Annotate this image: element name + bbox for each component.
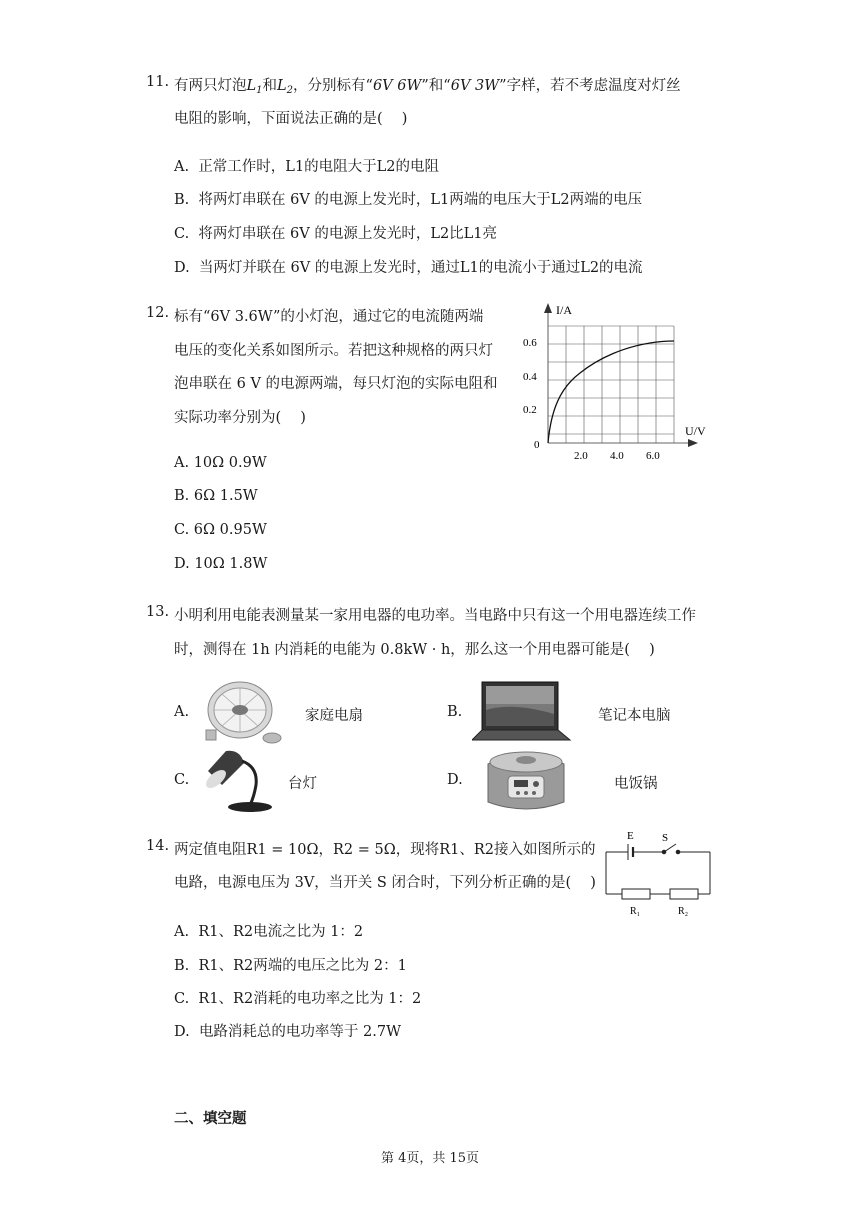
x-tick-label: 2.0 (574, 450, 588, 462)
question-14-stem-line2: 电路，电源电压为 3V，当开关 S 闭合时，下列分析正确的是( ) (174, 875, 596, 891)
r2-label: R₂ (678, 906, 689, 917)
question-number: 14. (146, 838, 170, 854)
stem-text: ，分别标有“ (293, 78, 373, 94)
option-text: R1、R2两端的电压之比为 2：1 (198, 958, 407, 974)
question-13-stem-line2: 时，测得在 1h 内消耗的电能为 0.8kW · h，那么这一个用电器可能是( ) (174, 642, 655, 658)
iu-graph (520, 295, 720, 469)
fan-icon (202, 680, 282, 750)
question-12-stem-line4: 实际功率分别为( ) (174, 410, 306, 426)
battery-label: E (627, 830, 634, 842)
option-label: B. (174, 488, 190, 504)
option-c[interactable] (174, 522, 267, 538)
question-number: 12. (146, 305, 170, 321)
question-12-stem-line3: 泡串联在 6 V 的电源两端，每只灯泡的实际电阻和 (174, 376, 498, 392)
option-a[interactable] (174, 155, 439, 176)
option-label: D. (447, 772, 463, 788)
option-text: 将两灯串联在 6V 的电源上发光时，L2比L1亮 (198, 226, 498, 242)
laptop-icon (472, 680, 572, 748)
option-label: A. (174, 704, 190, 720)
option-label: B. (174, 958, 190, 974)
origin-label: 0 (534, 439, 540, 451)
option-b[interactable] (174, 488, 258, 504)
option-text: 正常工作时，L1的电阻大于L2的电阻 (198, 159, 440, 175)
y-tick-label: 0.4 (523, 371, 537, 383)
option-label: B. (447, 704, 463, 720)
option-b[interactable] (447, 704, 462, 720)
option-text: 电路消耗总的电功率等于 2.7W (198, 1024, 402, 1040)
question-13-stem-line1: 小明利用电能表测量某一家用电器的电功率。当电路中只有这一个用电器连续工作 (174, 608, 696, 624)
option-label: B. (174, 192, 190, 208)
option-label: A. (174, 159, 190, 175)
question-11-stem-line2: 电阻的影响，下面说法正确的是( ) (174, 111, 408, 127)
option-label: C. (174, 772, 190, 788)
option-text: R1、R2消耗的电功率之比为 1：2 (198, 991, 422, 1007)
rice-cooker-icon (478, 744, 574, 818)
question-11-stem-line1 (174, 74, 681, 96)
option-text: 10Ω 1.8W (194, 556, 268, 572)
option-text: R1、R2电流之比为 1：2 (198, 924, 364, 940)
option-text: 电饭锅 (614, 776, 658, 792)
x-axis-label: U/V (685, 424, 706, 438)
rating-l1: 6V 6W (372, 78, 422, 94)
question-number: 13. (146, 604, 170, 620)
option-a[interactable] (174, 920, 363, 941)
section-heading: 二、填空题 (174, 1110, 247, 1127)
symbol-l1: L (246, 78, 257, 94)
option-label: D. (174, 260, 190, 276)
y-tick-label: 0.2 (523, 404, 537, 416)
option-text: 6Ω 0.95W (193, 522, 267, 538)
option-text: 笔记本电脑 (598, 708, 671, 724)
stem-text: 有两只灯泡 (174, 78, 247, 94)
stem-text: 和 (262, 78, 278, 94)
option-label: C. (174, 991, 190, 1007)
option-label: A. (174, 455, 190, 471)
option-d[interactable] (174, 1020, 401, 1041)
option-text: 10Ω 0.9W (193, 455, 267, 471)
option-c[interactable] (174, 222, 497, 243)
symbol-l2: L (277, 78, 287, 94)
option-c[interactable] (174, 987, 421, 1008)
option-text: 6Ω 1.5W (193, 488, 258, 504)
option-label: D. (174, 556, 190, 572)
option-b[interactable] (174, 188, 642, 209)
option-a[interactable] (174, 704, 189, 720)
y-tick-label: 0.6 (523, 337, 537, 349)
subscript: 2 (286, 85, 294, 96)
rating-l2: 6V 3W (450, 78, 500, 94)
stem-text: ”字样，若不考虑温度对灯丝 (499, 78, 681, 94)
option-label: C. (174, 522, 190, 538)
stem-text: ”和“ (421, 78, 451, 94)
option-d[interactable] (174, 256, 643, 277)
switch-label: S (662, 832, 669, 844)
option-d[interactable] (447, 772, 463, 788)
question-number: 11. (146, 74, 170, 90)
page-footer: 第 4页，共 15页 (380, 1151, 480, 1166)
x-tick-label: 6.0 (646, 450, 660, 462)
option-label: C. (174, 226, 190, 242)
circuit-diagram (600, 826, 718, 922)
option-c[interactable] (174, 772, 189, 788)
option-label: D. (174, 1024, 190, 1040)
option-text: 当两灯并联在 6V 的电源上发光时，通过L1的电流小于通过L2的电流 (198, 260, 643, 276)
option-text: 家庭电扇 (305, 708, 363, 724)
option-d[interactable] (174, 556, 267, 572)
option-a[interactable] (174, 455, 267, 471)
x-tick-label: 4.0 (610, 450, 624, 462)
y-axis-label: I/A (556, 303, 572, 317)
question-12-stem-line2: 电压的变化关系如图所示。若把这种规格的两只灯 (174, 343, 493, 359)
r1-label: R₁ (630, 906, 641, 917)
desk-lamp-icon (200, 745, 280, 817)
question-12-stem-line1: 标有“6V 3.6W”的小灯泡，通过它的电流随两端 (174, 309, 484, 325)
option-text: 台灯 (288, 776, 317, 792)
option-label: A. (174, 924, 190, 940)
subscript: 1 (256, 85, 263, 96)
question-14-stem-line1: 两定值电阻R1 = 10Ω，R2 = 5Ω，现将R1、R2接入如图所示的 (174, 842, 596, 858)
option-b[interactable] (174, 954, 407, 975)
option-text: 将两灯串联在 6V 的电源上发光时，L1两端的电压大于L2两端的电压 (198, 192, 643, 208)
